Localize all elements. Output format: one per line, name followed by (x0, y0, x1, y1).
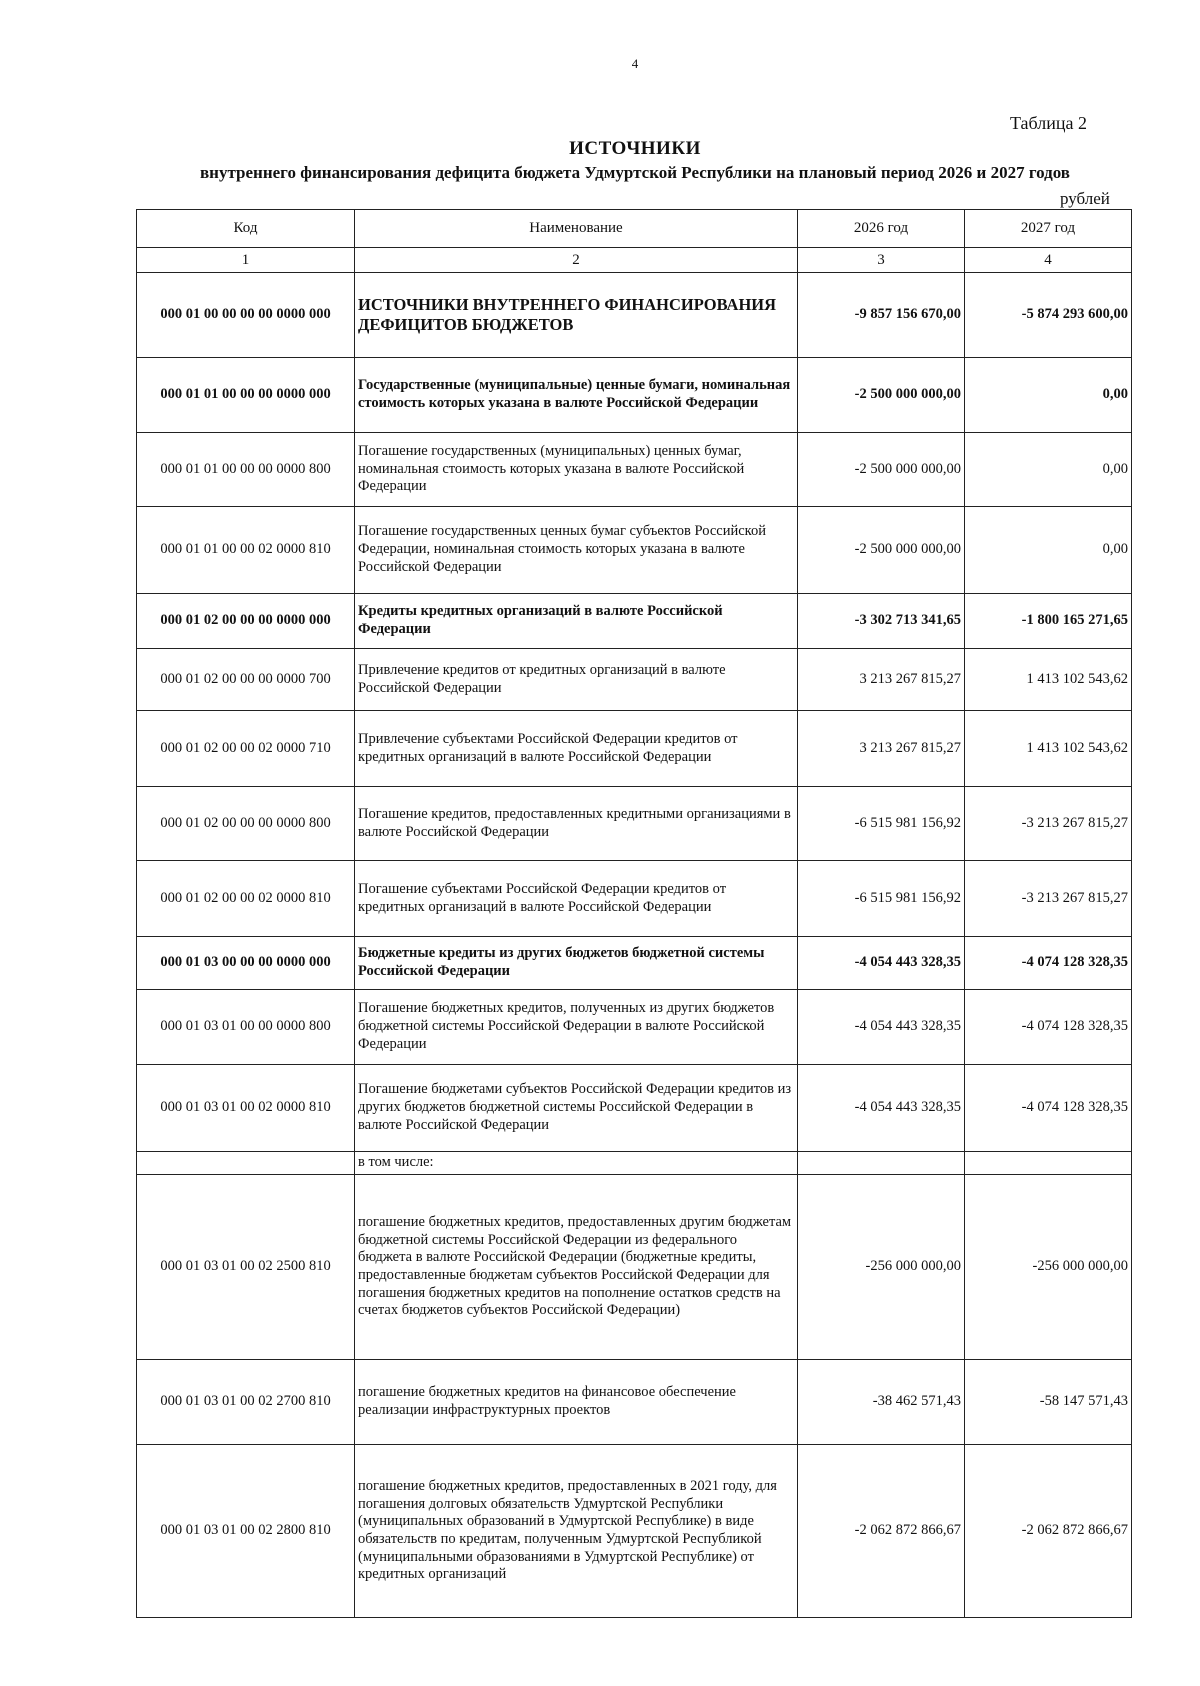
table-row (137, 1360, 1132, 1445)
row-code: 000 01 03 01 00 02 2700 810 (137, 1360, 355, 1445)
row-code: 000 01 02 00 00 00 0000 700 (137, 649, 355, 711)
row-value-2027: -3 213 267 815,27 (965, 861, 1132, 937)
table-row (137, 937, 1132, 990)
row-value-2026: -4 054 443 328,35 (798, 990, 965, 1065)
row-value-2027: -5 874 293 600,00 (965, 273, 1132, 358)
table-row (137, 711, 1132, 787)
table-row (137, 1175, 1132, 1360)
table-row (137, 1445, 1132, 1618)
header-name: Наименование (355, 210, 798, 248)
row-value-2026: -9 857 156 670,00 (798, 273, 965, 358)
column-number: 2 (355, 248, 798, 273)
row-name: Погашение государственных (муниципальных) ценных бумаг, номинальная стоимость которых указана в валюте Российской Федерации (355, 433, 798, 507)
row-value-2026: -2 062 872 866,67 (798, 1445, 965, 1618)
row-value-2026 (798, 1152, 965, 1175)
row-code: 000 01 02 00 00 00 0000 000 (137, 594, 355, 649)
row-name: погашение бюджетных кредитов на финансовое обеспечение реализации инфраструктурных проектов (355, 1360, 798, 1445)
table-row (137, 507, 1132, 594)
row-name: Погашение кредитов, предоставленных кредитными организациями в валюте Российской Федерации (355, 787, 798, 861)
row-code: 000 01 00 00 00 00 0000 000 (137, 273, 355, 358)
header-2026: 2026 год (798, 210, 965, 248)
row-name: Бюджетные кредиты из других бюджетов бюджетной системы Российской Федерации (355, 937, 798, 990)
table-row (137, 1065, 1132, 1152)
row-code: 000 01 02 00 00 02 0000 810 (137, 861, 355, 937)
row-value-2027: -4 074 128 328,35 (965, 1065, 1132, 1152)
row-name: Погашение государственных ценных бумаг субъектов Российской Федерации, номинальная стоимость которых указана в валюте Российской Федерации (355, 507, 798, 594)
row-value-2027: -4 074 128 328,35 (965, 990, 1132, 1065)
row-value-2027: -4 074 128 328,35 (965, 937, 1132, 990)
document-title: ИСТОЧНИКИ (569, 138, 701, 159)
row-value-2026: -6 515 981 156,92 (798, 861, 965, 937)
column-number-row (137, 248, 1132, 273)
row-name: Погашение бюджетами субъектов Российской Федерации кредитов из других бюджетов бюджетной системы Российской Федерации в валюте Российской Федерации (355, 1065, 798, 1152)
page-number: 4 (631, 56, 639, 71)
table-row (137, 649, 1132, 711)
row-name: Привлечение субъектами Российской Федерации кредитов от кредитных организаций в валюте Российской Федерации (355, 711, 798, 787)
row-value-2027: -3 213 267 815,27 (965, 787, 1132, 861)
row-value-2026: -2 500 000 000,00 (798, 358, 965, 433)
row-value-2026: -4 054 443 328,35 (798, 937, 965, 990)
row-name: Кредиты кредитных организаций в валюте Российской Федерации (355, 594, 798, 649)
table-row (137, 990, 1132, 1065)
row-code: 000 01 03 01 00 02 0000 810 (137, 1065, 355, 1152)
row-name: Привлечение кредитов от кредитных организаций в валюте Российской Федерации (355, 649, 798, 711)
units-label: рублей (1060, 189, 1110, 208)
row-value-2027: 1 413 102 543,62 (965, 649, 1132, 711)
row-value-2027 (965, 1152, 1132, 1175)
row-value-2026: -4 054 443 328,35 (798, 1065, 965, 1152)
row-value-2026: 3 213 267 815,27 (798, 649, 965, 711)
row-value-2027: -1 800 165 271,65 (965, 594, 1132, 649)
table-row (137, 787, 1132, 861)
table-row (137, 861, 1132, 937)
row-value-2026: -3 302 713 341,65 (798, 594, 965, 649)
row-value-2026: 3 213 267 815,27 (798, 711, 965, 787)
row-code: 000 01 02 00 00 00 0000 800 (137, 787, 355, 861)
row-name: погашение бюджетных кредитов, предоставленных в 2021 году, для погашения долговых обязательств Удмуртской Республики (муниципальных образований в Удмуртской Республике) в виде обязательств по кредитам, полученным Удмуртской Республикой (муниципальными образованиями в Удмуртской Республике) от кредитных организаций (355, 1445, 798, 1618)
row-name: Государственные (муниципальные) ценные бумаги, номинальная стоимость которых указана в валюте Российской Федерации (355, 358, 798, 433)
column-number: 4 (965, 248, 1132, 273)
table-header-row (137, 210, 1132, 248)
row-code: 000 01 03 01 00 02 2500 810 (137, 1175, 355, 1360)
row-code: 000 01 02 00 00 02 0000 710 (137, 711, 355, 787)
row-code (137, 1152, 355, 1175)
row-value-2027: 0,00 (965, 433, 1132, 507)
row-code: 000 01 03 01 00 00 0000 800 (137, 990, 355, 1065)
row-name: Погашение субъектами Российской Федерации кредитов от кредитных организаций в валюте Российской Федерации (355, 861, 798, 937)
row-value-2026: -2 500 000 000,00 (798, 433, 965, 507)
header-2027: 2027 год (965, 210, 1132, 248)
column-number: 1 (137, 248, 355, 273)
row-name: погашение бюджетных кредитов, предоставленных другим бюджетам бюджетной системы Российской Федерации из федерального бюджета в валюте Российской Федерации (бюджетные кредиты, предоставленные бюджетам субъектов Российской Федерации для погашения бюджетных кредитов на пополнение остатков средств на счетах бюджетов субъектов Российской Федерации) (355, 1175, 798, 1360)
row-code: 000 01 01 00 00 00 0000 000 (137, 358, 355, 433)
row-value-2027: 1 413 102 543,62 (965, 711, 1132, 787)
row-value-2027: 0,00 (965, 358, 1132, 433)
row-value-2027: 0,00 (965, 507, 1132, 594)
row-value-2026: -6 515 981 156,92 (798, 787, 965, 861)
row-value-2026: -2 500 000 000,00 (798, 507, 965, 594)
row-name: Погашение бюджетных кредитов, полученных из других бюджетов бюджетной системы Российской Федерации в валюте Российской Федерации (355, 990, 798, 1065)
column-number: 3 (798, 248, 965, 273)
row-name: в том числе: (355, 1152, 798, 1175)
row-code: 000 01 01 00 00 00 0000 800 (137, 433, 355, 507)
table-row (137, 433, 1132, 507)
row-value-2027: -58 147 571,43 (965, 1360, 1132, 1445)
row-code: 000 01 03 00 00 00 0000 000 (137, 937, 355, 990)
financing-sources-table (136, 209, 1132, 1618)
row-value-2027: -256 000 000,00 (965, 1175, 1132, 1360)
document-subtitle: внутреннего финансирования дефицита бюджета Удмуртской Республики на плановый период 2026 и 2027 годов (200, 163, 1070, 182)
row-code: 000 01 01 00 00 02 0000 810 (137, 507, 355, 594)
table-row (137, 358, 1132, 433)
row-value-2026: -256 000 000,00 (798, 1175, 965, 1360)
table-label: Таблица 2 (1010, 113, 1087, 133)
table-row (137, 1152, 1132, 1175)
row-value-2026: -38 462 571,43 (798, 1360, 965, 1445)
row-name: ИСТОЧНИКИ ВНУТРЕННЕГО ФИНАНСИРОВАНИЯ ДЕФИЦИТОВ БЮДЖЕТОВ (355, 273, 798, 358)
header-code: Код (137, 210, 355, 248)
table-row (137, 594, 1132, 649)
table-row (137, 273, 1132, 358)
row-code: 000 01 03 01 00 02 2800 810 (137, 1445, 355, 1618)
row-value-2027: -2 062 872 866,67 (965, 1445, 1132, 1618)
